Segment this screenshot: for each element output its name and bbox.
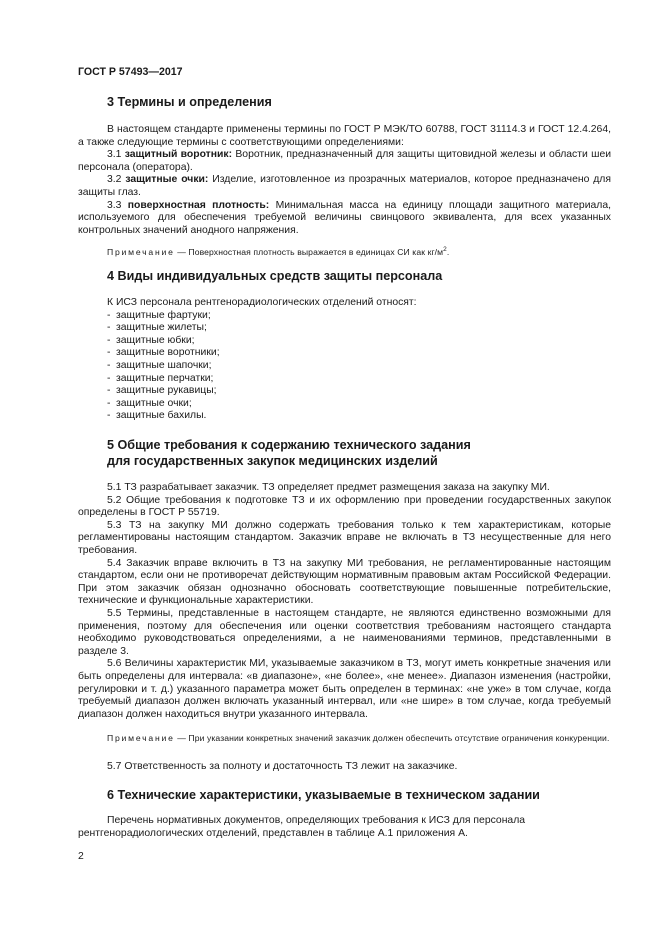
note-text: — Поверхностная плотность выражается в единицах СИ как кг/м — [174, 246, 444, 257]
note-label: Примечание — [107, 246, 175, 257]
term-3-1-term: защитный воротник: — [124, 149, 233, 161]
note-superscript: 2 — [443, 246, 447, 253]
section-3-intro: В настоящем стандарте применены термины по ГОСТ Р МЭК/ТО 60788, ГОСТ 31114.3 и ГОСТ 12.4.264, а также следующие термины с соответствующими определениями: — [78, 124, 611, 148]
section-3-note: Примечание — Поверхностная плотность выражается в единицах СИ как $кг/м^2$. — [107, 246, 450, 257]
section-4-heading: 4 Виды индивидуальных средств защиты персонала — [107, 269, 443, 283]
ppe-list-item: - защитные юбки; — [78, 335, 611, 348]
ppe-list-item: - защитные шапочки; — [78, 360, 611, 373]
section-5-note — [78, 732, 611, 745]
term-3-2-definition: Изделие, изготовленное из прозрачных материалов, которое предназначено для защиты глаз. — [78, 174, 611, 198]
term-3-3-term: поверхностная плотность: — [127, 199, 270, 211]
page-number: 2 — [78, 851, 84, 862]
section-3-body — [78, 124, 611, 237]
para-5-7-container — [78, 761, 611, 774]
ppe-list — [78, 310, 611, 423]
para-5-6: 5.6 Величины характеристик МИ, указываемые заказчиком в ТЗ, могут иметь конкретные значения или быть определены для интервала: «в диапазоне», «не более», «не менее». Диапазон изменения (настройки, регулировки и т. д.) указанного параметра может быть определен в терминах: «не уже» в том случае, когда требуемый диапазон должен включать указанный интервал, или «не шире» в том случае, когда требуемый диапазон должен находиться внутри указанного интервала. — [78, 658, 611, 720]
para-5-3: 5.3 ТЗ на закупку МИ должно содержать требования только к тем характеристикам, которые регламентированы настоящим стандартом. Заказчик вправе не включать в ТЗ несущественные для него требования. — [78, 519, 611, 556]
note-label: Примечание — [107, 733, 175, 743]
ppe-list-item: - защитные очки; — [78, 398, 611, 411]
document-header: ГОСТ Р 57493—2017 — [78, 66, 183, 78]
term-3-1 — [78, 149, 611, 174]
ppe-list-item: - защитные жилеты; — [78, 322, 611, 335]
section-6-body — [78, 815, 611, 840]
note-text: — При указании конкретных значений заказчик должен обеспечить отсутствие ограничения конкуренции. — [174, 733, 610, 743]
section-5-heading-line1: 5 Общие требования к содержанию технического задания — [107, 438, 471, 452]
section-5-heading — [107, 437, 471, 469]
term-3-1-definition: Воротник, предназначенный для защиты щитовидной железы и области шеи персонала (оператора). — [78, 149, 612, 173]
term-3-3-definition: Минимальная масса на единицу площади защитного материала, используемого для обеспечения требуемой величины свинцового эквивалента, для всех указанных контрольных значений анодного напряжения. — [78, 199, 612, 236]
term-3-2-term: защитные очки: — [125, 174, 209, 186]
section-5-heading-line2: для государственных закупок медицинских изделий — [107, 454, 438, 468]
section-4-intro: К ИСЗ персонала рентгенорадиологических отделений относят: — [107, 297, 417, 308]
ppe-list-item: - защитные рукавицы; — [78, 385, 611, 398]
term-3-1-number: 3.1 — [107, 149, 122, 161]
ppe-list-item: - защитные фартуки; — [78, 310, 611, 323]
term-3-3-number: 3.3 — [107, 199, 122, 211]
section-6-heading: 6 Технические характеристики, указываемые в техническом задании — [107, 788, 540, 802]
section-6-paragraph: Перечень нормативных документов, определяющих требования к ИСЗ для персонала рентгенорадиологических отделений, представлен в таблице А.1 приложения А. — [78, 815, 526, 839]
ppe-list-item: - защитные воротники; — [78, 347, 611, 360]
section-4-body — [78, 297, 611, 423]
para-5-5: 5.5 Термины, представленные в настоящем стандарте, не являются единственно возможными для применения, поэтому для обеспечения или оценки соответствия требованиям настоящего стандарта необходимо руководствоваться определениями, а не наименованиями терминов, представленными в разделе 3. — [78, 607, 611, 657]
section-5-body — [78, 482, 611, 721]
ppe-list-item: - защитные бахилы. — [78, 410, 611, 423]
para-5-2: 5.2 Общие требования к подготовке ТЗ и их оформлению при проведении государственных закупок определены в ГОСТ Р 55719. — [78, 494, 611, 519]
ppe-list-item: - защитные перчатки; — [78, 373, 611, 386]
para-5-7: 5.7 Ответственность за полноту и достаточность ТЗ лежит на заказчике. — [107, 761, 458, 772]
term-3-3 — [78, 200, 611, 238]
section-3-heading: 3 Термины и определения — [107, 95, 272, 109]
para-5-1: 5.1 ТЗ разрабатывает заказчик. ТЗ определяет предмет размещения заказа на закупку МИ. — [107, 482, 550, 493]
term-3-2 — [78, 174, 611, 199]
term-3-2-number: 3.2 — [107, 174, 122, 186]
para-5-4: 5.4 Заказчик вправе включить в ТЗ на закупку МИ требования, не регламентированные настоящим стандартом, если они не противоречат действующим нормативным правовым актам Российской Федерации. При этом заказчик обязан однозначно обосновать соответствующие повышенные потребительские, технические и функциональные характеристики. — [78, 557, 611, 607]
